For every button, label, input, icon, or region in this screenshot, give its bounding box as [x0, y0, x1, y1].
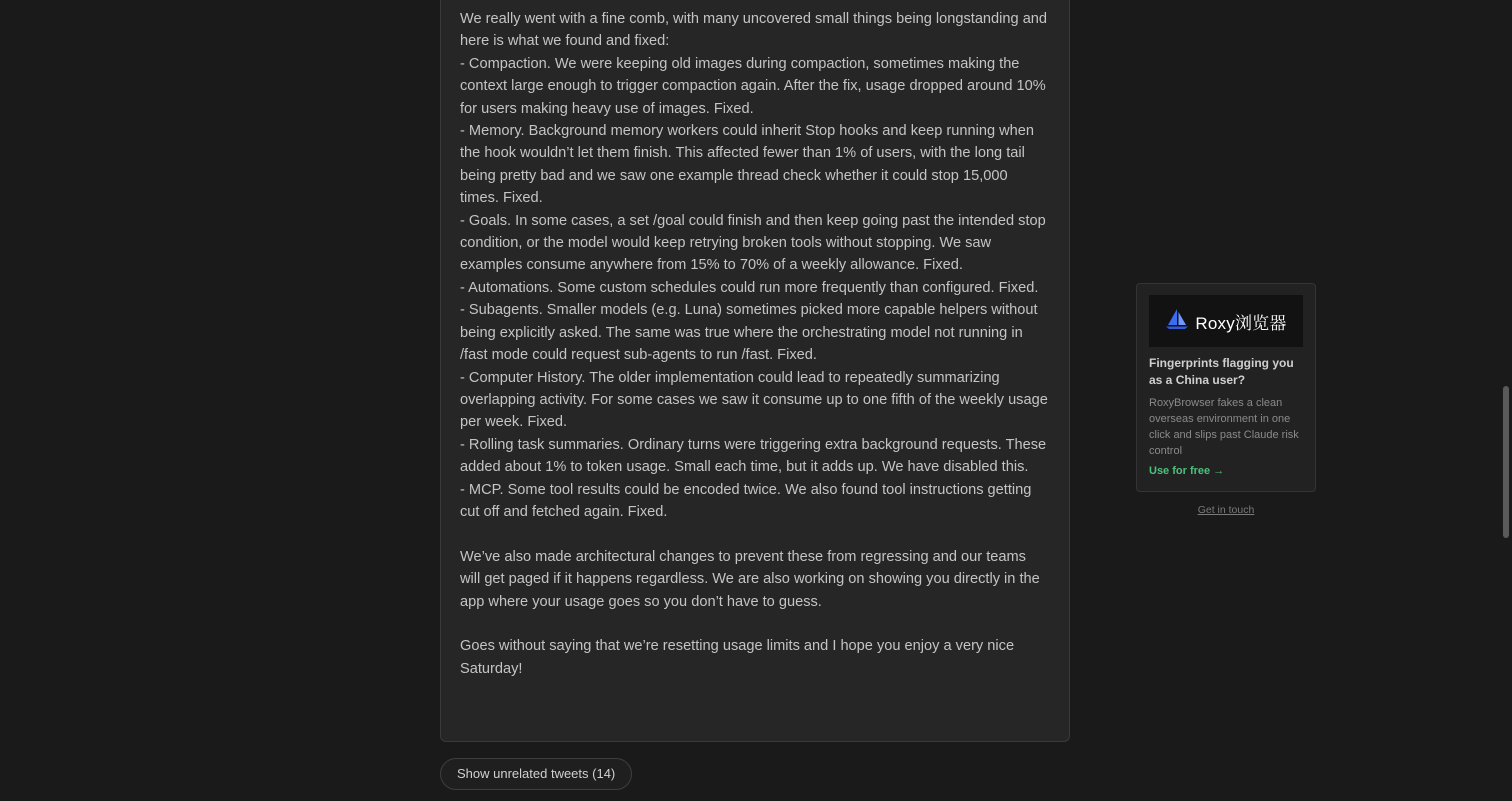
ad-banner[interactable] — [1149, 295, 1303, 347]
ad-cta-link[interactable]: Use for free → — [1149, 465, 1225, 477]
scrollbar-thumb[interactable] — [1503, 386, 1509, 538]
sailboat-icon — [1165, 308, 1189, 335]
ad-body: RoxyBrowser fakes a clean overseas environment in one click and slips past Claude risk control — [1149, 397, 1299, 457]
show-unrelated-tweets-button[interactable]: Show unrelated tweets (14) — [440, 758, 632, 790]
tweet-card — [440, 0, 1070, 742]
ad-logo-text: Roxy浏览器 — [1195, 313, 1287, 333]
tweet-body: We really went with a fine comb, with many uncovered small things being longstanding and here is what we found and fixed: - Compaction. We were keeping old images during compaction, sometimes making the context large enough to trigger compaction again. After the fix, usage dropped around 10% for users making heavy use of images. Fixed. - Memory. Background memory workers could inherit Stop hooks and keep running when the hook wouldn’t let them finish. This affected fewer than 1% of users, with the long tail being pretty bad and we saw one example thread check whether it could stop 15,000 times. Fixed. - Goals. In some cases, a set /goal could finish and then keep going past the intended stop condition, or the model would keep retrying broken tools without stopping. We saw examples consume anywhere from 15% to 70% of a weekly allowance. Fixed. - Automations. Some custom schedules could run more frequently than configured. Fixed. - Subagents. Smaller models (e.g. Luna) sometimes picked more capable helpers without being explicitly asked. The same was true where the orchestrating model not running in /fast mode could request sub-agents to run /fast. Fixed. - Computer History. The older implementation could lead to repeatedly summarizing overlapping activity. For some cases we saw it consume up to one fifth of the weekly usage per week. Fixed. - Rolling task summaries. Ordinary turns were triggering extra background requests. These added about 1% to token usage. Small each time, but it adds up. We have disabled this. - MCP. Some tool results could be encoded twice. We also found tool instructions getting cut off and fetched again. Fixed. We’ve also made architectural changes to prevent these from regressing and our teams will get paged if it happens regardless. We are also working on showing you directly in the app where your usage goes so you don’t have to guess. Goes without saying that we’re resetting usage limits and I hope you enjoy a very nice Saturday! — [460, 11, 1048, 677]
scrollbar[interactable] — [1500, 0, 1512, 801]
ad-headline: Fingerprints flagging you as a China user? — [1149, 356, 1294, 387]
ad-card[interactable] — [1136, 283, 1316, 492]
get-in-touch-link[interactable]: Get in touch — [1197, 504, 1255, 516]
